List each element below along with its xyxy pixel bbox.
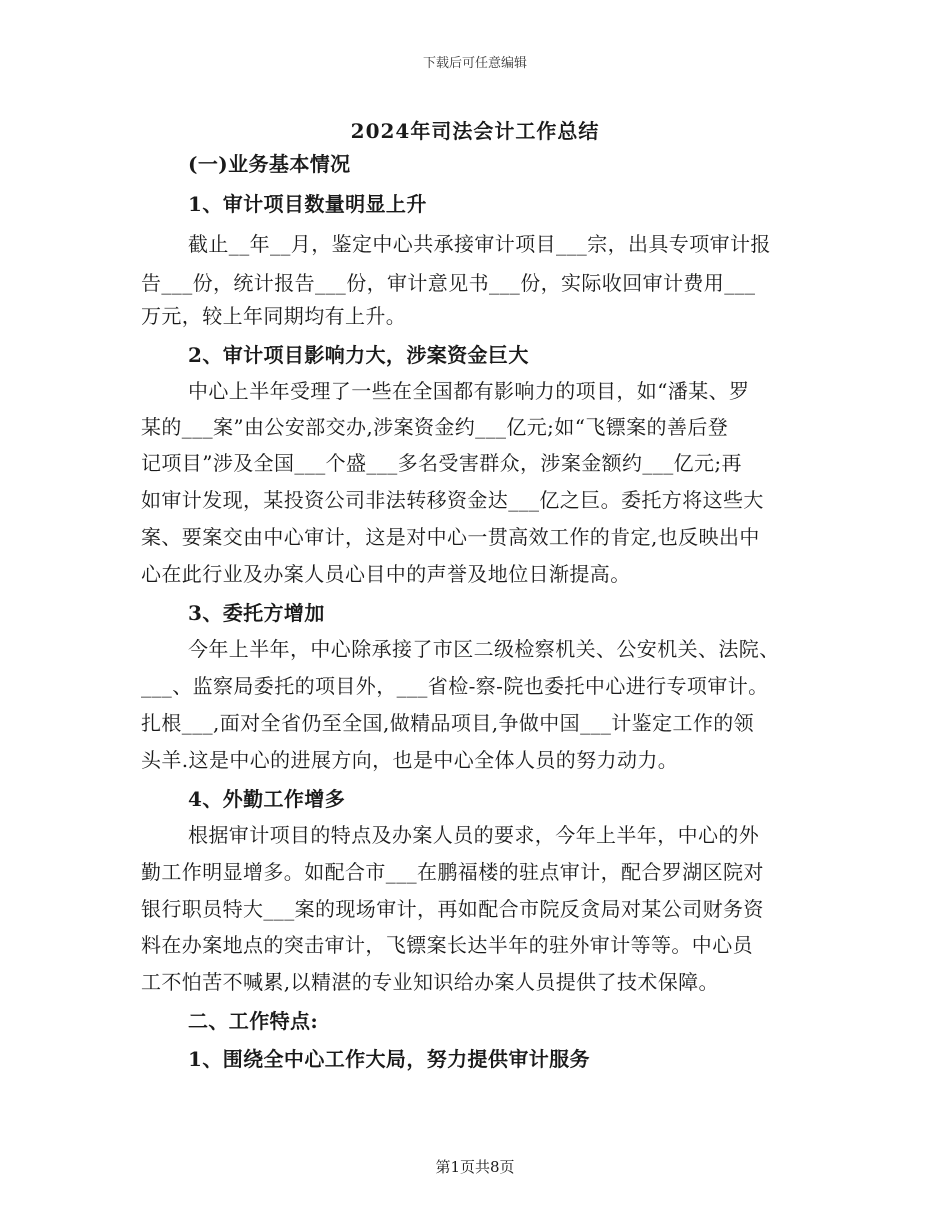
- subsection-heading: 3、委托方增加: [188, 601, 325, 625]
- document-title: 2024年司法会计工作总结: [350, 119, 600, 143]
- section-heading: (一)业务基本情况: [188, 152, 351, 176]
- section-heading: 二、工作特点:: [188, 1009, 319, 1033]
- paragraph-line: 告___份，统计报告___份，审计意见书___份，实际收回审计费用___: [141, 271, 756, 295]
- subsection-heading: 1、围绕全中心工作大局，努力提供审计服务: [188, 1047, 590, 1071]
- paragraph-line: 某的___案”由公安部交办,涉案资金约___亿元;如“飞镖案的善后登: [141, 415, 729, 439]
- paragraph-line: 料在办案地点的突击审计，飞镖案长达半年的驻外审计等等。中心员: [141, 933, 753, 957]
- paragraph-line: 工不怕苦不喊累,以精湛的专业知识给办案人员提供了技术保障。: [141, 970, 719, 994]
- paragraph-line: 扎根___,面对全省仍至全国,做精品项目,争做中国___计鉴定工作的领: [141, 711, 755, 735]
- paragraph-line: 银行职员特大___案的现场审计，再如配合市院反贪局对某公司财务资: [141, 897, 764, 921]
- page-number-footer: 第1页共8页: [435, 1158, 515, 1176]
- paragraph-line: 截止__年__月，鉴定中心共承接审计项目___宗，出具专项审计报: [188, 232, 771, 256]
- paragraph-line: ___、监察局委托的项目外，___省检-察-院也委托中心进行专项审计。: [141, 674, 769, 698]
- subsection-heading: 2、审计项目影响力大，涉案资金巨大: [188, 343, 529, 367]
- paragraph-line: 如审计发现，某投资公司非法转移资金达___亿之巨。委托方将这些大: [141, 488, 764, 512]
- paragraph-line: 记项目”涉及全国___个盛___多名受害群众，涉案金额约___亿元;再: [141, 451, 742, 475]
- paragraph-line: 案、要案交由中心审计，这是对中心一贯高效工作的肯定,也反映出中: [141, 525, 760, 549]
- header-note: 下载后可任意编辑: [422, 56, 527, 71]
- subsection-heading: 4、外勤工作增多: [188, 787, 346, 811]
- paragraph-line: 心在此行业及办案人员心目中的声誉及地位日渐提高。: [141, 562, 631, 586]
- paragraph-line: 根据审计项目的特点及办案人员的要求，今年上半年，中心的外: [188, 823, 760, 847]
- paragraph-line: 头羊.这是中心的进展方向，也是中心全体人员的努力动力。: [141, 748, 679, 772]
- paragraph-line: 中心上半年受理了一些在全国都有影响力的项目，如“潘某、罗: [188, 379, 750, 403]
- paragraph-line: 勤工作明显增多。如配合市___在鹏福楼的驻点审计，配合罗湖区院对: [141, 860, 764, 884]
- paragraph-line: 今年上半年，中心除承接了市区二级检察机关、公安机关、法院、: [188, 637, 780, 661]
- paragraph-line: 万元，较上年同期均有上升。: [141, 304, 407, 328]
- subsection-heading: 1、审计项目数量明显上升: [188, 192, 427, 216]
